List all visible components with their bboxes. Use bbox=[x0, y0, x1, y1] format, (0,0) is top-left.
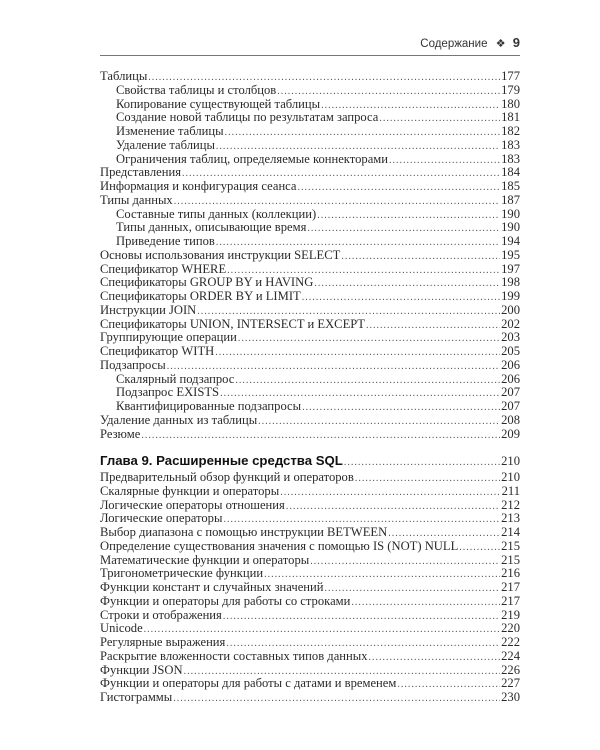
entry-page: 180 bbox=[501, 96, 520, 111]
entry-page: 202 bbox=[501, 316, 520, 331]
leader-dots bbox=[225, 126, 501, 140]
entry-page: 215 bbox=[501, 552, 520, 567]
entry-title: Предварительный обзор функций и операторов bbox=[100, 470, 354, 484]
leader-dots bbox=[235, 374, 500, 388]
leader-dots bbox=[351, 596, 500, 610]
entry-page: 199 bbox=[501, 289, 520, 303]
entry-page: 183 bbox=[501, 137, 520, 152]
ornament-icon: ❖ bbox=[495, 38, 506, 50]
toc-entry[interactable] bbox=[100, 359, 520, 373]
entry-title: Раскрытие вложенности составных типов данных bbox=[100, 648, 368, 663]
entry-page: 220 bbox=[501, 621, 520, 636]
entry-page: 230 bbox=[501, 690, 520, 704]
entry-title: Свойства таблицы и столбцов bbox=[116, 82, 277, 97]
toc-entry[interactable] bbox=[100, 249, 520, 263]
entry-title: Спецификаторы GROUP BY и HAVING bbox=[100, 275, 314, 290]
leader-dots bbox=[341, 250, 500, 264]
toc-entry[interactable] bbox=[100, 526, 520, 540]
toc-entry[interactable] bbox=[100, 554, 520, 568]
entry-title: Спецификатор WITH bbox=[100, 344, 215, 358]
toc-entry[interactable] bbox=[100, 512, 520, 526]
entry-page: 185 bbox=[501, 179, 520, 193]
entry-title: Спецификаторы ORDER BY и LIMIT bbox=[100, 289, 301, 303]
entry-title: Функции JSON bbox=[100, 662, 183, 677]
entry-title: Группирующие операции bbox=[100, 330, 237, 345]
entry-page: 214 bbox=[501, 525, 520, 539]
entry-page: 211 bbox=[501, 483, 520, 498]
entry-title: Скалярный подзапрос bbox=[116, 371, 235, 386]
entry-page: 200 bbox=[501, 302, 520, 317]
entry-page: 206 bbox=[501, 371, 520, 386]
entry-title: Тригонометрические функции bbox=[100, 566, 264, 581]
entry-title: Подзапрос EXISTS bbox=[116, 385, 220, 400]
entry-title: Типы данных, описывающие время bbox=[116, 220, 307, 235]
entry-title: Ограничения таблиц, определяемые коннекторами bbox=[116, 151, 388, 166]
entry-title: Логические операторы bbox=[100, 511, 223, 526]
running-header bbox=[100, 35, 520, 56]
toc-subentry[interactable] bbox=[100, 139, 520, 153]
entry-page: 179 bbox=[501, 82, 520, 97]
entry-page: 212 bbox=[501, 497, 520, 512]
entry-title: Изменение таблицы bbox=[116, 124, 224, 138]
chapter-title: Глава 9. Расширенные средства SQL bbox=[100, 453, 343, 468]
entry-title: Функции констант и случайных значений bbox=[100, 580, 324, 594]
entry-page: 210 bbox=[501, 470, 520, 484]
toc-entry[interactable] bbox=[100, 318, 520, 332]
entry-page: 198 bbox=[501, 275, 520, 290]
entry-title: Типы данных bbox=[100, 192, 173, 207]
toc-subentry[interactable] bbox=[100, 111, 520, 125]
toc-entry[interactable] bbox=[100, 345, 520, 359]
entry-title: Определение существования значения с помощью IS (NOT) NULL bbox=[100, 538, 459, 553]
toc-entry[interactable] bbox=[100, 276, 520, 290]
entry-page: 226 bbox=[501, 662, 520, 677]
toc-entry[interactable] bbox=[100, 677, 520, 691]
leader-dots bbox=[258, 415, 500, 429]
leader-dots bbox=[302, 291, 500, 305]
toc-subentry[interactable] bbox=[100, 98, 520, 112]
toc-list bbox=[100, 70, 520, 441]
leader-dots bbox=[355, 472, 500, 486]
entry-page: 213 bbox=[501, 511, 520, 526]
toc-entry[interactable] bbox=[100, 428, 520, 442]
toc-entry[interactable] bbox=[100, 290, 520, 304]
toc-entry[interactable] bbox=[100, 304, 520, 318]
toc-entry[interactable] bbox=[100, 691, 520, 705]
entry-title: Резюме bbox=[100, 426, 141, 441]
toc-subentry[interactable] bbox=[100, 373, 520, 387]
entry-title: Составные типы данных (коллекции) bbox=[116, 206, 317, 221]
entry-title: Инструкции JOIN bbox=[100, 302, 197, 317]
entry-title: Выбор диапазона с помощью инструкции BETWEEN bbox=[100, 525, 388, 539]
entry-page: 224 bbox=[501, 648, 520, 663]
toc-subentry[interactable] bbox=[100, 221, 520, 235]
entry-title: Строки и отображения bbox=[100, 607, 222, 622]
entry-page: 181 bbox=[501, 110, 520, 125]
toc-subentry[interactable] bbox=[100, 235, 520, 249]
toc-entry[interactable] bbox=[100, 499, 520, 513]
entry-title: Гистограммы bbox=[100, 690, 173, 704]
leader-dots bbox=[317, 209, 500, 223]
toc-entry[interactable] bbox=[100, 540, 520, 554]
page-number: 9 bbox=[512, 35, 520, 50]
entry-title: Квантифицированные подзапросы bbox=[116, 399, 302, 413]
leader-dots bbox=[238, 332, 500, 346]
leader-dots bbox=[141, 429, 500, 443]
toc-entry[interactable] bbox=[100, 581, 520, 595]
toc-subentry[interactable] bbox=[100, 125, 520, 139]
chapter-9-entry[interactable] bbox=[100, 453, 520, 469]
entry-title: Функции и операторы для работы со строками bbox=[100, 593, 351, 608]
leader-dots bbox=[379, 112, 500, 126]
toc-subentry[interactable] bbox=[100, 208, 520, 222]
toc-subentry[interactable] bbox=[100, 153, 520, 167]
leader-dots bbox=[366, 319, 500, 333]
entry-page: 203 bbox=[501, 330, 520, 345]
entry-page: 187 bbox=[501, 192, 520, 207]
entry-page: 217 bbox=[501, 580, 520, 594]
entry-title: Информация и конфигурация сеанса bbox=[100, 179, 297, 193]
toc-entry[interactable] bbox=[100, 414, 520, 428]
toc-entry[interactable] bbox=[100, 471, 520, 485]
entry-title: Unicode bbox=[100, 621, 143, 636]
entry-page: 215 bbox=[501, 538, 520, 553]
entry-page: 184 bbox=[501, 165, 520, 180]
entry-page: 206 bbox=[501, 357, 520, 372]
leader-dots bbox=[302, 401, 500, 415]
leader-dots bbox=[314, 277, 500, 291]
leader-dots bbox=[298, 181, 501, 195]
toc-subentry[interactable] bbox=[100, 386, 520, 400]
toc-entry[interactable] bbox=[100, 180, 520, 194]
entry-page: 208 bbox=[501, 412, 520, 427]
entry-page: 209 bbox=[501, 426, 520, 441]
entry-title: Приведение типов bbox=[116, 234, 215, 248]
leader-dots bbox=[389, 154, 500, 168]
entry-page: 183 bbox=[501, 151, 520, 166]
leader-dots bbox=[459, 541, 500, 555]
entry-title: Спецификаторы UNION, INTERSECT и EXCEPT bbox=[100, 316, 365, 331]
entry-title: Удаление данных из таблицы bbox=[100, 412, 258, 427]
entry-title: Логические операторы отношения bbox=[100, 497, 285, 512]
entry-title: Копирование существующей таблицы bbox=[116, 96, 321, 111]
entry-page: 207 bbox=[501, 399, 520, 413]
entry-title: Регулярные выражения bbox=[100, 635, 226, 649]
entry-page: 222 bbox=[501, 635, 520, 649]
entry-page: 227 bbox=[501, 676, 520, 691]
toc-entry[interactable] bbox=[100, 636, 520, 650]
entry-title: Представления bbox=[100, 165, 181, 180]
entry-page: 197 bbox=[501, 261, 520, 276]
entry-page: 217 bbox=[501, 593, 520, 608]
toc-list bbox=[100, 471, 520, 705]
leader-dots bbox=[310, 555, 500, 569]
chapter-heading-row bbox=[100, 453, 520, 469]
entry-title: Математические функции и операторы bbox=[100, 552, 310, 567]
leader-dots bbox=[223, 610, 500, 624]
entry-title: Функции и операторы для работы с датами и временем bbox=[100, 676, 397, 691]
toc-entry[interactable] bbox=[100, 331, 520, 345]
entry-page: 207 bbox=[501, 385, 520, 400]
leader-dots bbox=[325, 582, 501, 596]
toc-entry[interactable] bbox=[100, 609, 520, 623]
entry-title: Основы использования инструкции SELECT bbox=[100, 247, 341, 262]
entry-title: Создание новой таблицы по результатам запроса bbox=[116, 110, 379, 125]
leader-dots bbox=[173, 692, 500, 706]
toc-entry[interactable] bbox=[100, 567, 520, 581]
toc-entry[interactable] bbox=[100, 166, 520, 180]
leader-dots bbox=[307, 222, 500, 236]
entry-page: 177 bbox=[501, 69, 520, 83]
entry-title: Удаление таблицы bbox=[116, 137, 215, 152]
toc-entry[interactable] bbox=[100, 485, 520, 499]
leader-dots bbox=[344, 457, 500, 468]
chapter-page: 210 bbox=[501, 454, 520, 468]
toc-entry[interactable] bbox=[100, 664, 520, 678]
leader-dots bbox=[280, 486, 500, 500]
toc-entry[interactable] bbox=[100, 622, 520, 636]
entry-title: Скалярные функции и операторы bbox=[100, 483, 280, 498]
header-section-title: Содержание bbox=[420, 38, 488, 50]
toc-entry[interactable] bbox=[100, 194, 520, 208]
leader-dots bbox=[215, 346, 500, 360]
toc-subentry[interactable] bbox=[100, 84, 520, 98]
toc-entry[interactable] bbox=[100, 650, 520, 664]
entry-page: 219 bbox=[501, 607, 520, 622]
entry-title: Подзапросы bbox=[100, 357, 166, 372]
entry-title: Спецификатор WHERE bbox=[100, 261, 227, 276]
toc-entry[interactable] bbox=[100, 263, 520, 277]
entry-page: 190 bbox=[501, 206, 520, 221]
entry-page: 205 bbox=[501, 344, 520, 358]
entry-page: 190 bbox=[501, 220, 520, 235]
toc-entry[interactable] bbox=[100, 70, 520, 84]
entry-page: 216 bbox=[501, 566, 520, 581]
entry-title: Таблицы bbox=[100, 69, 148, 83]
leader-dots bbox=[286, 500, 500, 514]
entry-page: 182 bbox=[501, 124, 520, 138]
leader-dots bbox=[397, 678, 500, 692]
entry-page: 195 bbox=[501, 247, 520, 262]
entry-page: 194 bbox=[501, 234, 520, 248]
toc-subentry[interactable] bbox=[100, 400, 520, 414]
toc-entry[interactable] bbox=[100, 595, 520, 609]
leader-dots bbox=[369, 651, 501, 665]
